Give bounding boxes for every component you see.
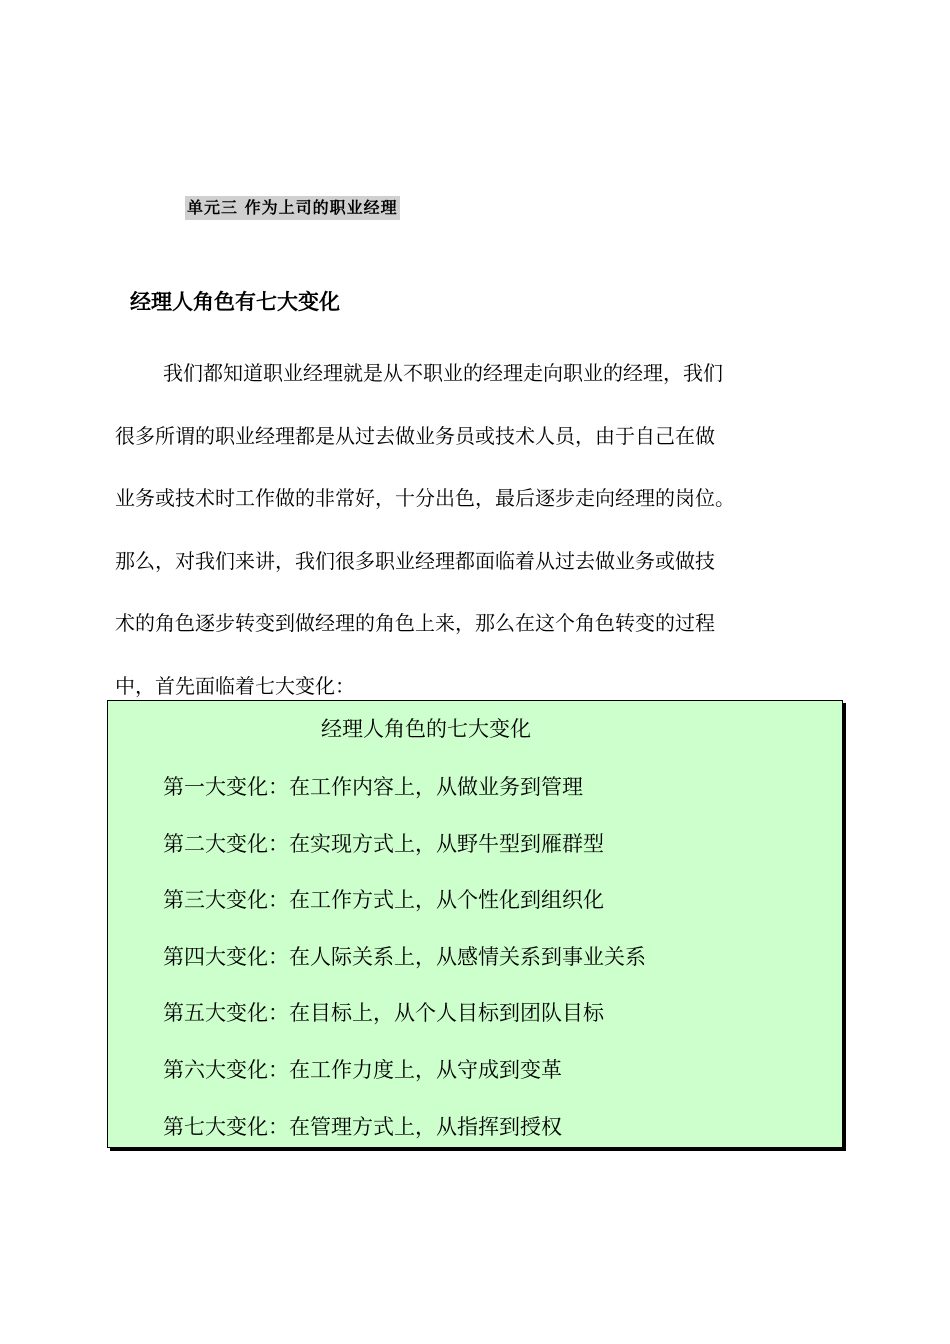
paragraph-line: 我们都知道职业经理就是从不职业的经理走向职业的经理，我们 <box>163 361 723 385</box>
seven-changes-box <box>107 700 843 1148</box>
paragraph-line: 中，首先面临着七大变化： <box>115 673 355 698</box>
change-item: 第六大变化：在工作力度上，从守成到变革 <box>163 1057 562 1082</box>
change-item: 第三大变化：在工作方式上，从个性化到组织化 <box>163 888 604 913</box>
paragraph-line: 业务或技术时工作做的非常好，十分出色，最后逐步走向经理的岗位。 <box>115 486 735 511</box>
box-title: 经理人角色的七大变化 <box>321 717 531 741</box>
change-item: 第一大变化：在工作内容上，从做业务到管理 <box>163 775 583 799</box>
paragraph-line: 很多所谓的职业经理都是从过去做业务员或技术人员，由于自己在做 <box>115 423 715 448</box>
paragraph-line: 那么，对我们来讲，我们很多职业经理都面临着从过去做业务或做技 <box>115 548 715 573</box>
change-item: 第四大变化：在人际关系上，从感情关系到事业关系 <box>163 944 646 969</box>
section-heading: 经理人角色有七大变化 <box>130 290 340 314</box>
paragraph-line: 术的角色逐步转变到做经理的角色上来，那么在这个角色转变的过程 <box>115 611 715 636</box>
change-item: 第二大变化：在实现方式上，从野牛型到雁群型 <box>163 831 604 856</box>
body-paragraph <box>115 342 855 718</box>
change-item: 第七大变化：在管理方式上，从指挥到授权 <box>163 1114 562 1139</box>
changes-list <box>163 767 646 1163</box>
change-item: 第五大变化：在目标上，从个人目标到团队目标 <box>163 1001 604 1026</box>
unit-heading: 单元三 作为上司的职业经理 <box>185 196 400 220</box>
